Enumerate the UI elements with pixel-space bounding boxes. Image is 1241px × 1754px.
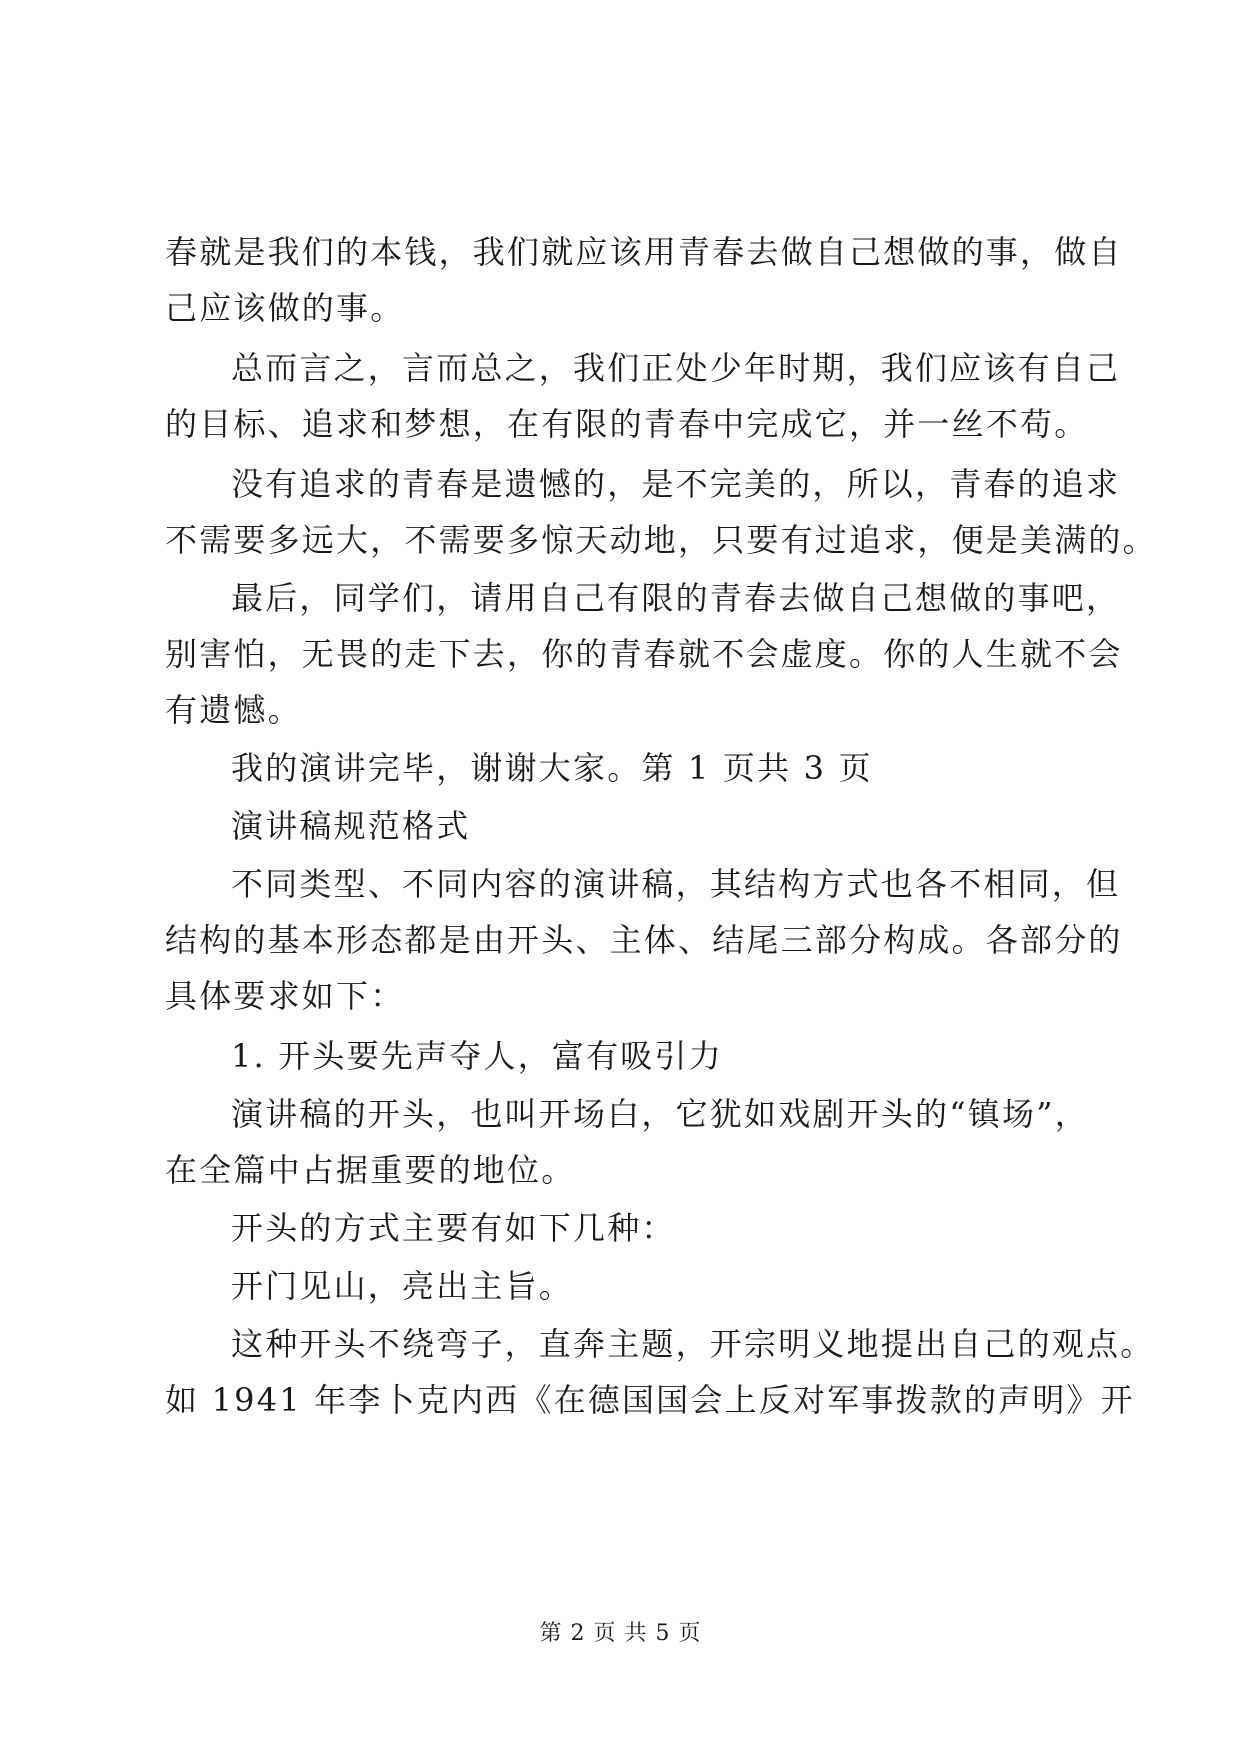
text-line: 己应该做的事。 xyxy=(165,289,405,327)
section-heading: 演讲稿规范格式 xyxy=(231,807,471,845)
text-line: 不同类型、不同内容的演讲稿，其结构方式也各不相同，但 xyxy=(231,865,1121,903)
text-line: 开头的方式主要有如下几种： xyxy=(231,1209,676,1247)
text-line: 我的演讲完毕，谢谢大家。第 1 页共 3 页 xyxy=(231,749,873,787)
text-line: 结构的基本形态都是由开头、主体、结尾三部分构成。各部分的 xyxy=(165,921,1123,959)
text-line: 别害怕，无畏的走下去，你的青春就不会虚度。你的人生就不会 xyxy=(165,635,1123,673)
text-line: 没有追求的青春是遗憾的，是不完美的，所以，青春的追求 xyxy=(231,465,1121,503)
page-footer: 第 2 页 共 5 页 xyxy=(539,1621,702,1646)
text-line: 在全篇中占据重要的地位。 xyxy=(165,1151,576,1189)
text-line: 最后，同学们，请用自己有限的青春去做自己想做的事吧， xyxy=(231,579,1121,617)
numbered-heading: 1. 开头要先声夺人，富有吸引力 xyxy=(231,1037,723,1075)
text-line: 如 1941 年李卜克内西《在德国国会上反对军事拨款的声明》开 xyxy=(165,1381,1135,1419)
text-line: 春就是我们的本钱，我们就应该用青春去做自己想做的事，做自 xyxy=(165,233,1123,271)
text-line: 不需要多远大，不需要多惊天动地，只要有过追求，便是美满的。 xyxy=(165,521,1157,559)
text-line: 开门见山，亮出主旨。 xyxy=(231,1267,574,1305)
text-line: 总而言之，言而总之，我们正处少年时期，我们应该有自己 xyxy=(231,349,1121,387)
text-line: 有遗憾。 xyxy=(165,691,302,729)
text-line: 这种开头不绕弯子，直奔主题，开宗明义地提出自己的观点。 xyxy=(231,1325,1155,1363)
text-line: 演讲稿的开头，也叫开场白，它犹如戏剧开头的“镇场”， xyxy=(231,1095,1089,1133)
text-line: 具体要求如下： xyxy=(165,977,405,1015)
text-line: 的目标、追求和梦想，在有限的青春中完成它，并一丝不苟。 xyxy=(165,405,1089,443)
